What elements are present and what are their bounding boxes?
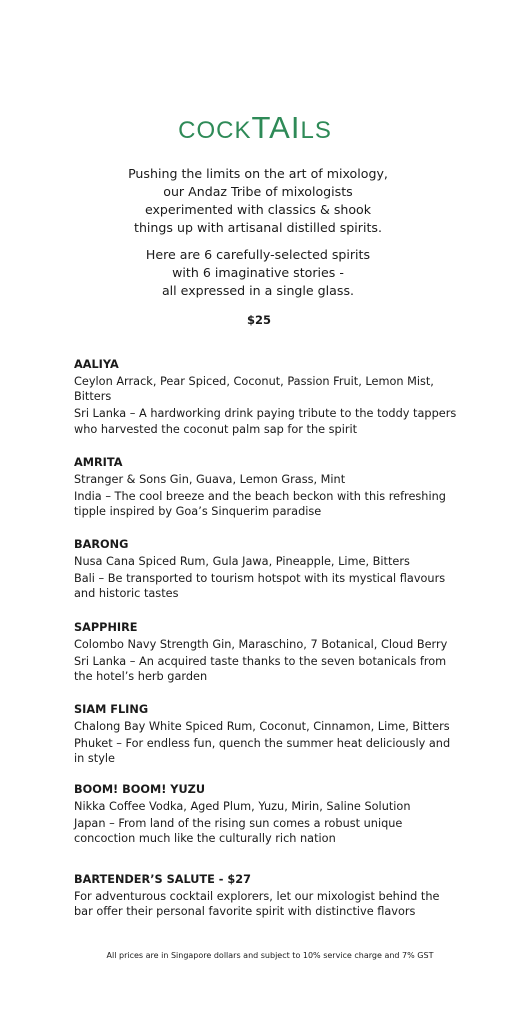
cocktail-ingredients bbox=[74, 799, 474, 815]
cocktail-name: BARTENDER’S SALUTE - $27 bbox=[74, 873, 251, 886]
cocktail-story bbox=[74, 816, 474, 847]
cocktail-name: BARONG bbox=[74, 538, 129, 551]
story-line: tipple inspired by Goa’s Sinquerim paradise bbox=[74, 505, 322, 519]
cocktail-item bbox=[74, 357, 474, 437]
cocktail-story bbox=[74, 571, 474, 602]
title-letter: S bbox=[314, 117, 332, 144]
cocktail-name: SAPPHIRE bbox=[74, 621, 138, 634]
story-line: and historic tastes bbox=[74, 587, 179, 601]
story-line: Sri Lanka – An acquired taste thanks to the seven botanicals from bbox=[74, 654, 447, 668]
intro-line: with 6 imaginative stories - bbox=[172, 265, 344, 280]
intro-line: Here are 6 carefully-selected spirits bbox=[145, 247, 371, 262]
story-line: Japan – From land of the rising sun comes a robust unique bbox=[74, 816, 403, 830]
cocktail-item bbox=[74, 455, 474, 520]
story-line: in style bbox=[74, 752, 115, 766]
story-line: Phuket – For endless fun, quench the summer heat deliciously and bbox=[74, 736, 451, 750]
story-line: For adventurous cocktail explorers, let our mixologist behind the bbox=[74, 889, 440, 903]
intro-paragraph-1 bbox=[0, 165, 510, 237]
cocktail-price: $25 bbox=[246, 313, 271, 327]
title-letter: I bbox=[290, 110, 301, 145]
cocktail-story bbox=[74, 654, 474, 685]
cocktail-item bbox=[74, 782, 474, 847]
cocktail-name: AALIYA bbox=[74, 358, 119, 371]
price-disclaimer: All prices are in Singapore dollars and subject to 10% service charge and 7% GST bbox=[106, 951, 434, 960]
story-line: the hotel’s herb garden bbox=[74, 670, 208, 684]
title-letter: A bbox=[269, 110, 291, 145]
cocktail-ingredients bbox=[74, 472, 474, 488]
ingredients-line: Stranger & Sons Gin, Guava, Lemon Grass, Mint bbox=[74, 472, 346, 486]
ingredients-line: Colombo Navy Strength Gin, Maraschino, 7 Botanical, Cloud Berry bbox=[74, 637, 448, 651]
story-line: concoction much like the culturally rich nation bbox=[74, 832, 336, 846]
cocktail-item bbox=[74, 872, 474, 920]
ingredients-line: Chalong Bay White Spiced Rum, Coconut, Cinnamon, Lime, Bitters bbox=[74, 719, 450, 733]
intro-line: Pushing the limits on the art of mixology, bbox=[128, 166, 388, 181]
ingredients-line: Nikka Coffee Vodka, Aged Plum, Yuzu, Mirin, Saline Solution bbox=[74, 799, 411, 813]
title-letter: L bbox=[300, 117, 315, 144]
title-letter: K bbox=[234, 117, 252, 144]
ingredients-line: Bitters bbox=[74, 390, 112, 404]
cocktail-story bbox=[74, 406, 474, 437]
story-line: who harvested the coconut palm sap for the spirit bbox=[74, 422, 358, 436]
cocktail-name: SIAM FLING bbox=[74, 703, 149, 716]
menu-title bbox=[0, 108, 510, 151]
intro-line: experimented with classics & shook bbox=[144, 202, 372, 217]
intro-paragraph-2 bbox=[0, 246, 510, 300]
title-letter: C bbox=[178, 117, 197, 144]
cocktail-item bbox=[74, 702, 474, 767]
title-letter: O bbox=[196, 117, 217, 144]
cocktail-ingredients bbox=[74, 374, 474, 405]
cocktail-ingredients bbox=[74, 554, 474, 570]
cocktail-item bbox=[74, 620, 474, 685]
cocktail-story bbox=[74, 889, 474, 920]
intro-line: things up with artisanal distilled spirits. bbox=[134, 220, 382, 235]
cocktail-name: BOOM! BOOM! YUZU bbox=[74, 783, 206, 796]
story-line: Sri Lanka – A hardworking drink paying tribute to the toddy tappers bbox=[74, 407, 457, 421]
intro-line: all expressed in a single glass. bbox=[161, 283, 355, 298]
cocktail-name: AMRITA bbox=[74, 456, 123, 469]
cocktail-story bbox=[74, 489, 474, 520]
story-line: India – The cool breeze and the beach beckon with this refreshing bbox=[74, 489, 446, 503]
intro-line: our Andaz Tribe of mixologists bbox=[163, 184, 353, 199]
title-letter: C bbox=[216, 117, 235, 144]
ingredients-line: Ceylon Arrack, Pear Spiced, Coconut, Passion Fruit, Lemon Mist, bbox=[74, 374, 434, 388]
cocktail-ingredients bbox=[74, 719, 474, 735]
title-letter: T bbox=[251, 110, 270, 145]
cocktail-item bbox=[74, 537, 474, 602]
ingredients-line: Nusa Cana Spiced Rum, Gula Jawa, Pineapple, Lime, Bitters bbox=[74, 554, 410, 568]
cocktail-ingredients bbox=[74, 637, 474, 653]
story-line: bar offer their personal favorite spirit with distinctive flavors bbox=[74, 905, 416, 919]
story-line: Bali – Be transported to tourism hotspot with its mystical flavours bbox=[74, 571, 446, 585]
cocktail-story bbox=[74, 736, 474, 767]
